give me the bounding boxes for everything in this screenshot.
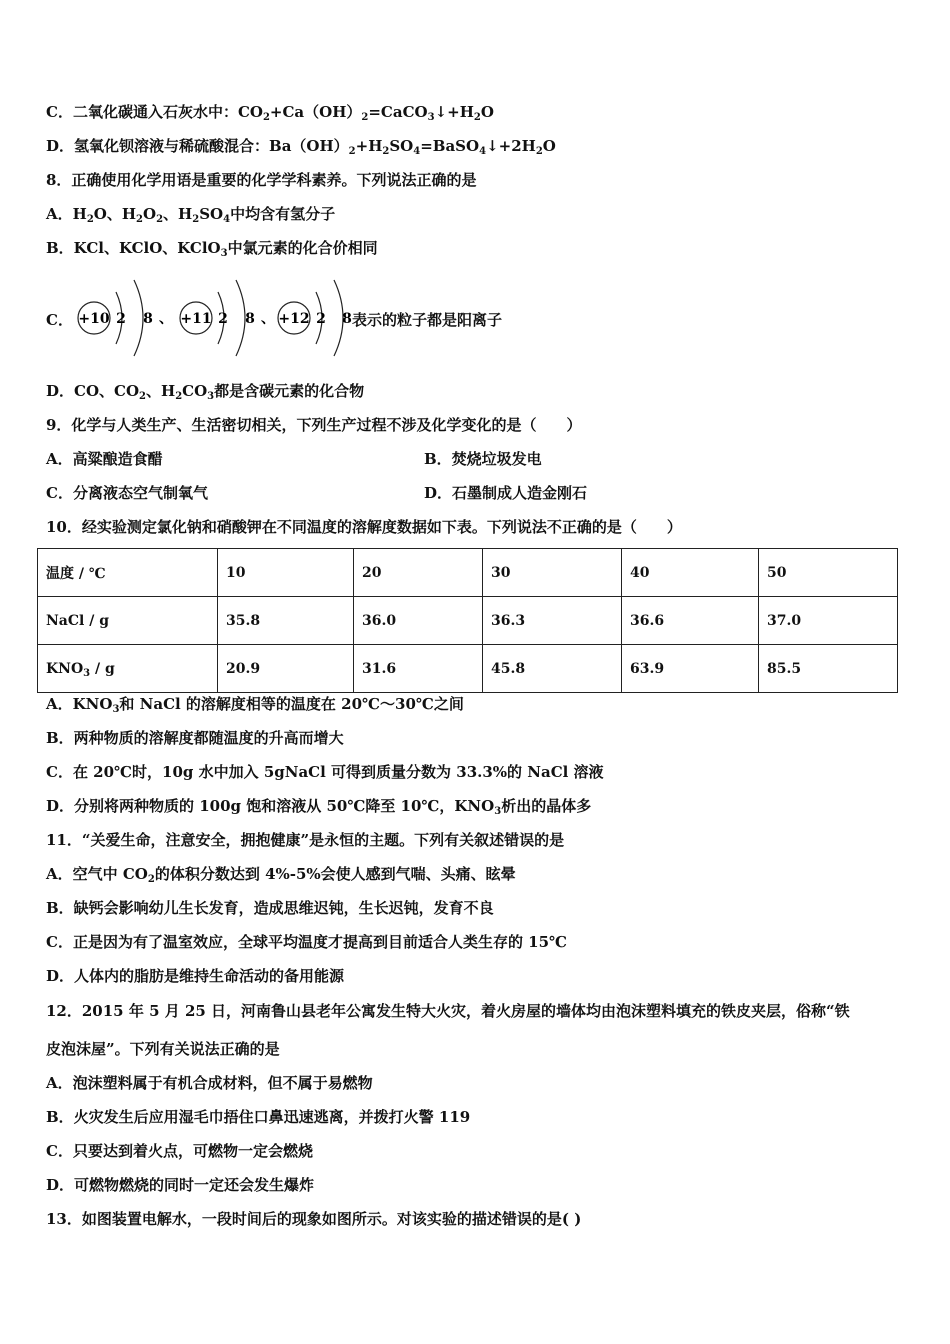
atom-nucleus-charge: +10 — [78, 311, 110, 327]
table-header-cell: 40 — [622, 549, 759, 597]
atom-diagram-ne — [78, 280, 173, 356]
q12-option-b: B．火灾发生后应用湿毛巾捂住口鼻迅速逃离，并拨打火警 119 — [46, 1108, 471, 1126]
atom-shell-electrons: 2 — [116, 311, 126, 327]
q8-option-a: A．$H_2O$、$H_2O_2$、$H_2SO_4$中均含有氢分子 — [46, 205, 336, 225]
table-cell: 36.3 — [483, 597, 622, 645]
q8-option-d: D．CO、$CO_2$、$H_2CO_3$都是含碳元素的化合物 — [46, 382, 365, 402]
q9-option-b: B．焚烧垃圾发电 — [424, 450, 542, 468]
atom-nucleus-charge: +11 — [180, 311, 212, 327]
q10-option-c: C．在 20℃时，10g 水中加入 5gNaCl 可得到质量分数为 33.3%的 NaCl 溶液 — [46, 763, 604, 781]
q8-option-b: B．KCl、KClO、KClO$_3$中氯元素的化合价相同 — [46, 239, 378, 259]
table-row — [38, 645, 898, 693]
atom-shell-electrons: 8 — [245, 311, 255, 327]
atom-shell-electrons: 2 — [316, 311, 326, 327]
q9-stem: 9．化学与人类生产、生活密切相关，下列生产过程不涉及化学变化的是（ ） — [46, 416, 582, 434]
atom-diagram-mg — [278, 280, 352, 356]
q10-stem: 10．经实验测定氯化钠和硝酸钾在不同温度的溶解度数据如下表。下列说法不正确的是（ ） — [46, 518, 682, 536]
q11-stem: 11．“关爱生命，注意安全，拥抱健康”是永恒的主题。下列有关叙述错误的是 — [46, 831, 565, 849]
q8-option-c-label: C． — [46, 311, 73, 329]
table-cell: 31.6 — [354, 645, 483, 693]
table-cell: NaCl / g — [38, 597, 218, 645]
atom-separator: 、 — [261, 311, 275, 327]
table-header-cell: 50 — [759, 549, 898, 597]
table-cell: 35.8 — [218, 597, 354, 645]
atom-shell-electrons: 8 — [143, 311, 153, 327]
table-cell: 37.0 — [759, 597, 898, 645]
atom-diagram-na — [180, 280, 275, 356]
table-cell: 36.0 — [354, 597, 483, 645]
q11-option-b: B．缺钙会影响幼儿生长发育，造成思维迟钝，生长迟钝，发育不良 — [46, 899, 494, 917]
atom-separator: 、 — [159, 311, 173, 327]
q10-option-b: B．两种物质的溶解度都随温度的升高而增大 — [46, 729, 344, 747]
q9-option-c: C．分离液态空气制氧气 — [46, 484, 208, 502]
q7-option-d: D．氢氧化钡溶液与稀硫酸混合：$Ba(OH)_2+H_2SO_4=BaSO_4↓+2H_2O$ — [46, 137, 556, 157]
table-cell: $KNO_3$ / g — [38, 645, 218, 693]
table-row — [38, 549, 898, 597]
atom-nucleus-charge: +12 — [278, 311, 310, 327]
table-cell: 20.9 — [218, 645, 354, 693]
table-header-cell: 30 — [483, 549, 622, 597]
q12-option-a: A．泡沫塑料属于有机合成材料，但不属于易燃物 — [46, 1074, 373, 1092]
table-cell: 45.8 — [483, 645, 622, 693]
q10-option-a: A．$KNO_3$和 NaCl 的溶解度相等的温度在 20℃～30℃之间 — [46, 695, 464, 715]
q9-option-d: D．石墨制成人造金刚石 — [424, 484, 588, 502]
solubility-table — [37, 548, 898, 693]
q9-options-row2 — [46, 483, 588, 503]
q8-option-c-text: 表示的粒子都是阳离子 — [352, 311, 503, 329]
table-header-cell: 20 — [354, 549, 483, 597]
q8-stem: 8．正确使用化学用语是重要的化学学科素养。下列说法正确的是 — [46, 171, 477, 189]
q12-stem-line1: 12．2015 年 5 月 25 日，河南鲁山县老年公寓发生特大火灾，着火房屋的墙体均由泡沫塑料填充的铁皮夹层，俗称“铁 — [46, 1002, 850, 1020]
table-header-cell: 温度 / ℃ — [38, 549, 218, 597]
q10-option-d: D．分别将两种物质的 100g 饱和溶液从 50℃降至 10℃，$KNO_3$析出的晶体多 — [46, 797, 592, 817]
q12-option-d: D．可燃物燃烧的同时一定还会发生爆炸 — [46, 1176, 315, 1194]
table-cell: 63.9 — [622, 645, 759, 693]
atom-structure-diagrams — [72, 276, 362, 360]
q12-stem-line2: 皮泡沫屋”。下列有关说法正确的是 — [46, 1040, 280, 1058]
atom-shell-electrons: 8 — [342, 311, 352, 327]
q12-option-c: C．只要达到着火点，可燃物一定会燃烧 — [46, 1142, 313, 1160]
q11-option-c: C．正是因为有了温室效应，全球平均温度才提高到目前适合人类生存的 15℃ — [46, 933, 568, 951]
table-cell: 36.6 — [622, 597, 759, 645]
table-cell: 85.5 — [759, 645, 898, 693]
q7-option-c: C．二氧化碳通入石灰水中：$CO_2+Ca(OH)_2=CaCO_3↓+H_2O$ — [46, 103, 494, 123]
table-row — [38, 597, 898, 645]
q11-option-a: A．空气中 $CO_2$的体积分数达到 4%-5%会使人感到气喘、头痛、眩晕 — [46, 865, 516, 885]
q13-stem: 13．如图装置电解水，一段时间后的现象如图所示。对该实验的描述错误的是( ) — [46, 1210, 582, 1228]
q9-options-row1 — [46, 449, 542, 469]
q9-option-a: A．高粱酿造食醋 — [46, 450, 163, 468]
q11-option-d: D．人体内的脂肪是维持生命活动的备用能源 — [46, 967, 345, 985]
atom-shell-electrons: 2 — [218, 311, 228, 327]
table-header-cell: 10 — [218, 549, 354, 597]
